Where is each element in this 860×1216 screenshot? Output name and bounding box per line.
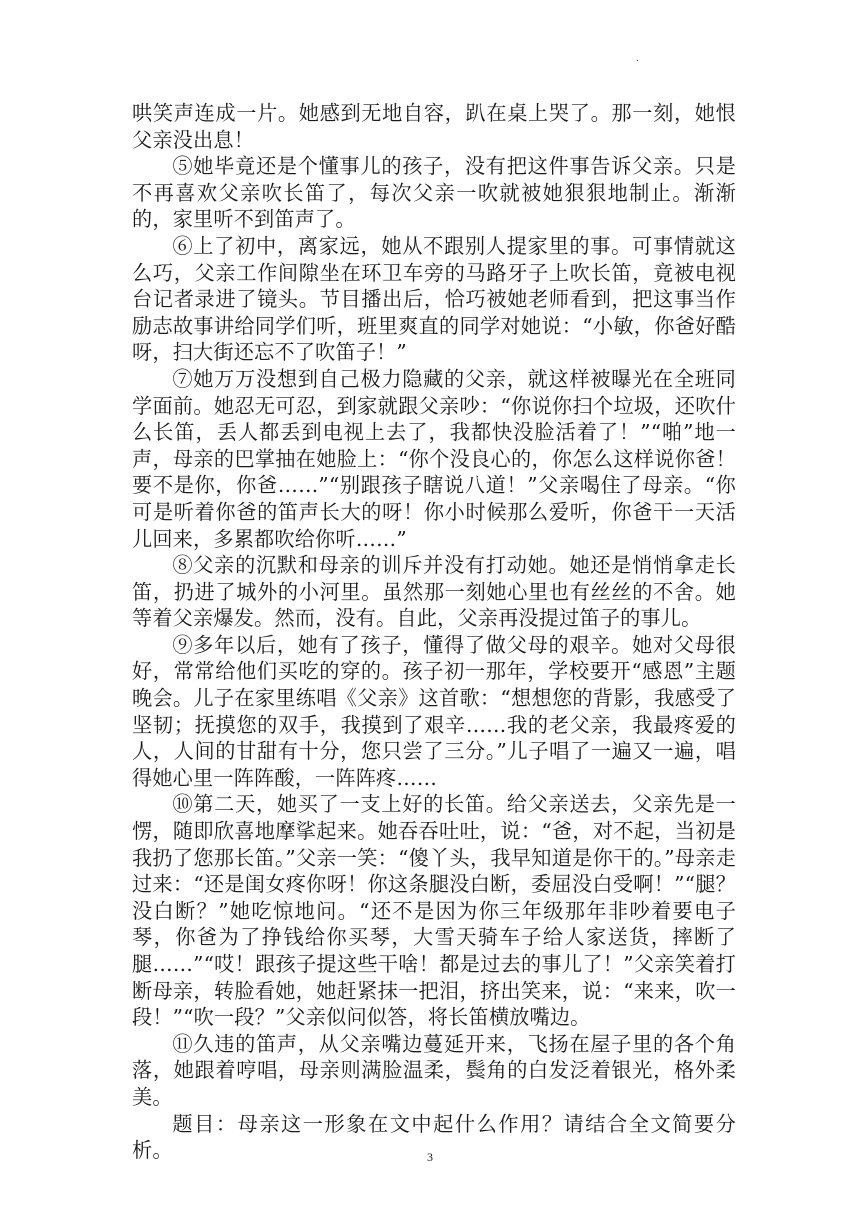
document-body [132, 100, 736, 1164]
header-mark: . [636, 52, 639, 64]
paragraph-8: ⑧父亲的沉默和母亲的训斥并没有打动她。她还是悄悄拿走长笛，扔进了城外的小河里。虽然那一刻她心里也有丝丝的不舍。她等着父亲爆发。然而，没有。自此，父亲再没提过笛子的事儿。 [132, 553, 736, 631]
paragraph-6: ⑥上了初中，离家远，她从不跟别人提家里的事。可事情就这么巧，父亲工作间隙坐在环卫车旁的马路牙子上吹长笛，竟被电视台记者录进了镜头。节目播出后，恰巧被她老师看到，把这事当作励志故事讲给同学们听，班里爽直的同学对她说：“小敏，你爸好酷呀，扫大街还忘不了吹笛子！” [132, 233, 736, 365]
page-number: 3 [427, 1150, 433, 1164]
question-prompt: 题目：母亲这一形象在文中起什么作用？请结合全文简要分析。 [132, 1111, 736, 1163]
paragraph-continuation: 哄笑声连成一片。她感到无地自容，趴在桌上哭了。那一刻，她恨父亲没出息！ [132, 101, 736, 152]
paragraph-5: ⑤她毕竟还是个懂事儿的孩子，没有把这件事告诉父亲。只是不再喜欢父亲吹长笛了，每次父亲一吹就被她狠狠地制止。渐渐的，家里听不到笛声了。 [132, 154, 736, 232]
paragraph-10: ⑩第二天，她买了一支上好的长笛。给父亲送去，父亲先是一愣，随即欣喜地摩挲起来。她吞吞吐吐，说：“爸，对不起，当初是我扔了您那长笛。”父亲一笑：“傻丫头，我早知道是你干的。”母亲走过来：“还是闺女疼你呀！你这条腿没白断，委屈没白受啊！”“腿？没白断？”她吃惊地问。“还不是因为你三年级那年非吵着要电子琴，你爸为了挣钱给你买琴，大雪天骑车子给人家送货，摔断了腿……”“哎！跟孩子提这些干啥！都是过去的事儿了！”父亲笑着打断母亲，转脸看她，她赶紧抹一把泪，挤出笑来，说：“来来，吹一段！”“吹一段？”父亲似问似答，将长笛横放嘴边。 [132, 792, 736, 1030]
paragraph-11: ⑪久违的笛声，从父亲嘴边蔓延开来，飞扬在屋子里的各个角落，她跟着哼唱，母亲则满脸温柔，鬓角的白发泛着银光，格外柔美。 [132, 1031, 736, 1109]
paragraph-7: ⑦她万万没想到自己极力隐藏的父亲，就这样被曝光在全班同学面前。她忍无可忍，到家就跟父亲吵：“你说你扫个垃圾，还吹什么长笛，丢人都丢到电视上去了，我都快没脸活着了！”“啪”地一声，母亲的巴掌抽在她脸上：“你个没良心的，你怎么这样说你爸！要不是你，你爸……”“别跟孩子瞎说八道！”父亲喝住了母亲。“你可是听着你爸的笛声长大的呀！你小时候那么爱听，你爸干一天活儿回来，多累都吹给你听……” [132, 366, 736, 551]
paragraph-9: ⑨多年以后，她有了孩子，懂得了做父母的艰辛。她对父母很好，常常给他们买吃的穿的。孩子初一那年，学校要开“感恩”主题晚会。儿子在家里练唱《父亲》这首歌：“想想您的背影，我感受了坚韧；抚摸您的双手，我摸到了艰辛……我的老父亲，我最疼爱的人，人间的甘甜有十分，您只尝了三分。”儿子唱了一遍又一遍，唱得她心里一阵阵酸，一阵阵疼…… [132, 632, 736, 790]
